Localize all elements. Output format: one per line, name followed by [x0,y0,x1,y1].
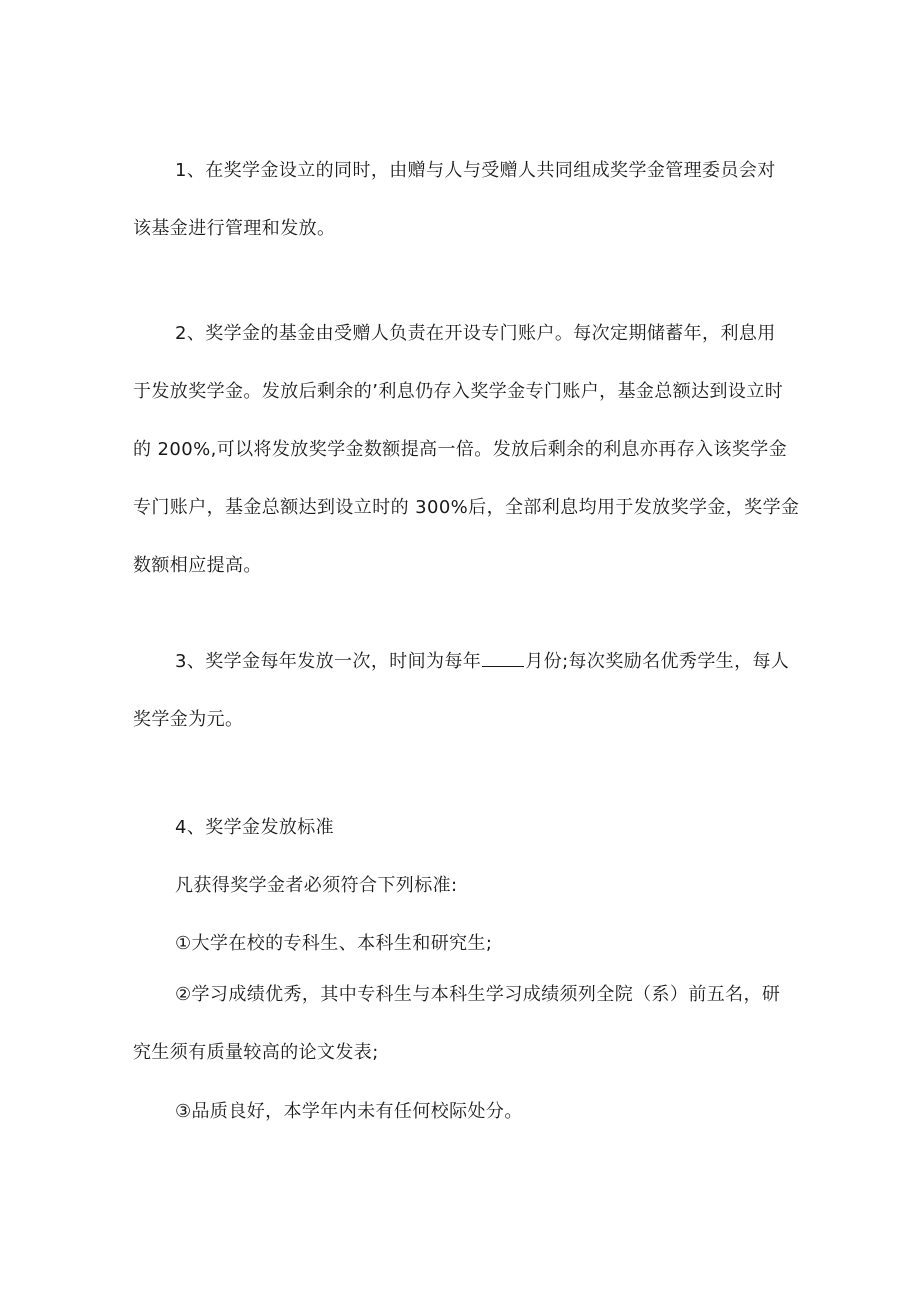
month-blank [482,648,524,667]
paragraph-3-line-1-after: 月份;每次奖励名优秀学生，每人 [525,651,790,672]
paragraph-2 [133,305,800,595]
paragraph-3-line-1-before: 3、奖学金每年发放一次，时间为每年 [175,651,482,672]
section-4-heading: 4、奖学金发放标准 [175,817,335,838]
paragraph-3 [133,633,793,749]
criteria-item-2-line-1: ②学习成绩优秀，其中专科生与本科生学习成绩须列全院（系）前五名，研 [175,984,781,1005]
section-4-intro: 凡获得奖学金者必须符合下列标准: [175,875,458,896]
paragraph-3-line-1 [133,633,793,691]
paragraph-2-line-2: 于发放奖学金。发放后剩余的’利息仍存入奖学金专门账户，基金总额达到设立时 [133,381,784,402]
paragraph-1-line-2: 该基金进行管理和发放。 [133,218,336,239]
paragraph-2-line-5: 数额相应提高。 [133,555,262,576]
criteria-item-3: ③品质良好，本学年内未有任何校际处分。 [175,1101,523,1122]
criteria-item-2-line-2: 究生须有质量较高的论文发表; [133,1042,379,1063]
paragraph-3-line-2: 奖学金为元。 [133,709,244,730]
paragraph-1 [133,142,793,258]
paragraph-2-line-4: 专门账户，基金总额达到设立时的 300%后，全部利息均用于发放奖学金，奖学金 [133,497,800,518]
criteria-item-2 [133,966,793,1082]
criteria-item-1: ①大学在校的专科生、本科生和研究生; [175,933,493,954]
paragraph-2-line-3: 的 200%,可以将发放奖学金数额提高一倍。发放后剩余的利息亦再存入该奖学金 [133,439,788,460]
paragraph-1-line-1: 1、在奖学金设立的同时，由赠与人与受赠人共同组成奖学金管理委员会对 [175,160,776,181]
paragraph-2-line-1: 2、奖学金的基金由受赠人负责在开设专门账户。每次定期储蓄年，利息用 [175,323,776,344]
